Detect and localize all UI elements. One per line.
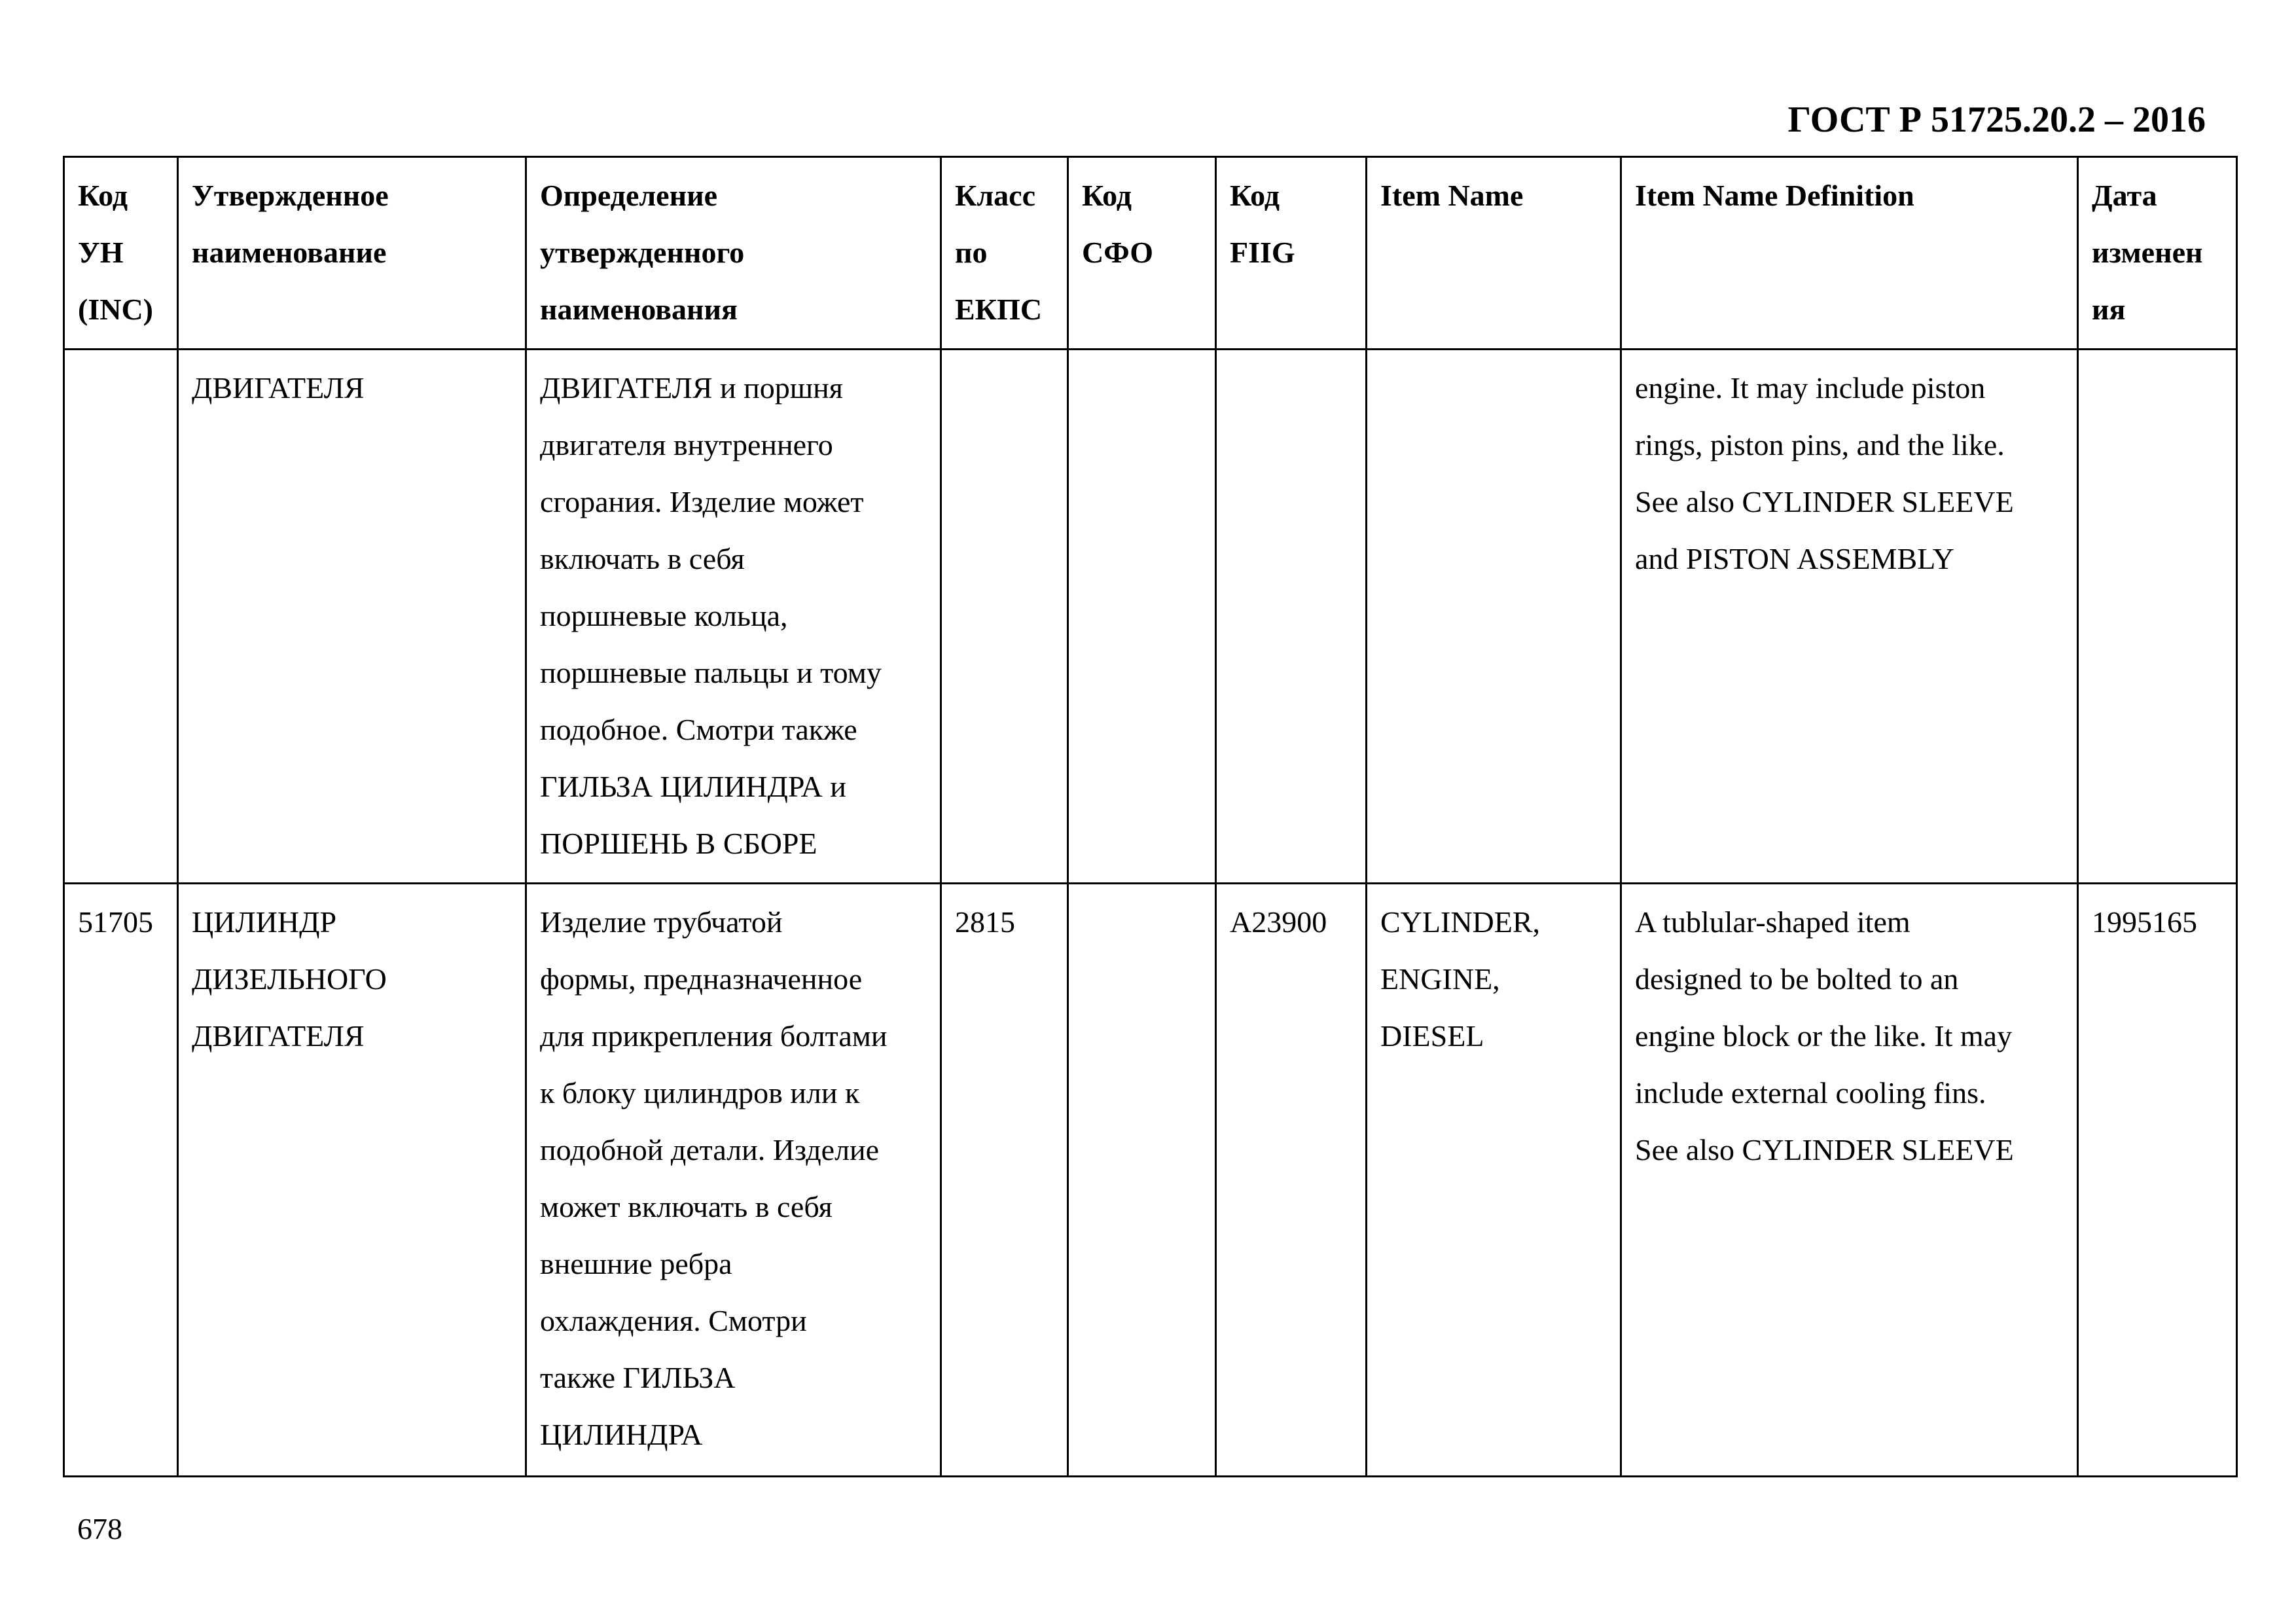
- table-row: [64, 884, 2237, 1477]
- header-change-date: Дата изменен ия: [2078, 157, 2237, 350]
- cell-ekps-class: 2815: [941, 884, 1068, 1477]
- header-inc-code: Код УН (INC): [64, 157, 178, 350]
- table-row: [64, 350, 2237, 884]
- cell-approved-name: ЦИЛИНДР ДИЗЕЛЬНОГО ДВИГАТЕЛЯ: [178, 884, 526, 1477]
- header-approved-name: Утвержденное наименование: [178, 157, 526, 350]
- header-sfo-code: Код СФО: [1068, 157, 1216, 350]
- cell-ekps-class: [941, 350, 1068, 884]
- cell-change-date: [2078, 350, 2237, 884]
- header-ekps-class: Класс по ЕКПС: [941, 157, 1068, 350]
- header-item-name-definition: Item Name Definition: [1621, 157, 2078, 350]
- cell-fiig-code: [1216, 350, 1367, 884]
- cell-item-name-definition: engine. It may include piston rings, piston pins, and the like. See also CYLINDER SLEEVE and PISTON ASSEMBLY: [1621, 350, 2078, 884]
- cell-item-name: [1367, 350, 1621, 884]
- cell-approved-name: ДВИГАТЕЛЯ: [178, 350, 526, 884]
- table-header-row: [64, 157, 2237, 350]
- cell-inc-code: 51705: [64, 884, 178, 1477]
- cell-definition: Изделие трубчатой формы, предназначенное для прикрепления болтами к блоку цилиндров или к подобной детали. Изделие может включать в себя внешние ребра охлаждения. Смотри также ГИЛЬЗА ЦИЛИНДРА: [526, 884, 941, 1477]
- cell-definition: ДВИГАТЕЛЯ и поршня двигателя внутреннего сгорания. Изделие может включать в себя поршневые кольца, поршневые пальцы и тому подобное. Смотри также ГИЛЬЗА ЦИЛИНДРА и ПОРШЕНЬ В СБОРЕ: [526, 350, 941, 884]
- cell-change-date: 1995165: [2078, 884, 2237, 1477]
- cell-item-name: CYLINDER, ENGINE, DIESEL: [1367, 884, 1621, 1477]
- cell-sfo-code: [1068, 350, 1216, 884]
- cell-item-name-definition: A tublular-shaped item designed to be bolted to an engine block or the like. It may include external cooling fins. See also CYLINDER SLEEVE: [1621, 884, 2078, 1477]
- header-fiig-code: Код FIIG: [1216, 157, 1367, 350]
- cell-sfo-code: [1068, 884, 1216, 1477]
- cell-inc-code: [64, 350, 178, 884]
- header-item-name: Item Name: [1367, 157, 1621, 350]
- cell-fiig-code: A23900: [1216, 884, 1367, 1477]
- page-number: 678: [77, 1512, 122, 1545]
- catalog-table: [63, 156, 2238, 1477]
- document-standard-header: ГОСТ Р 51725.20.2 – 2016: [1787, 99, 2206, 140]
- header-approved-name-definition: Определение утвержденного наименования: [526, 157, 941, 350]
